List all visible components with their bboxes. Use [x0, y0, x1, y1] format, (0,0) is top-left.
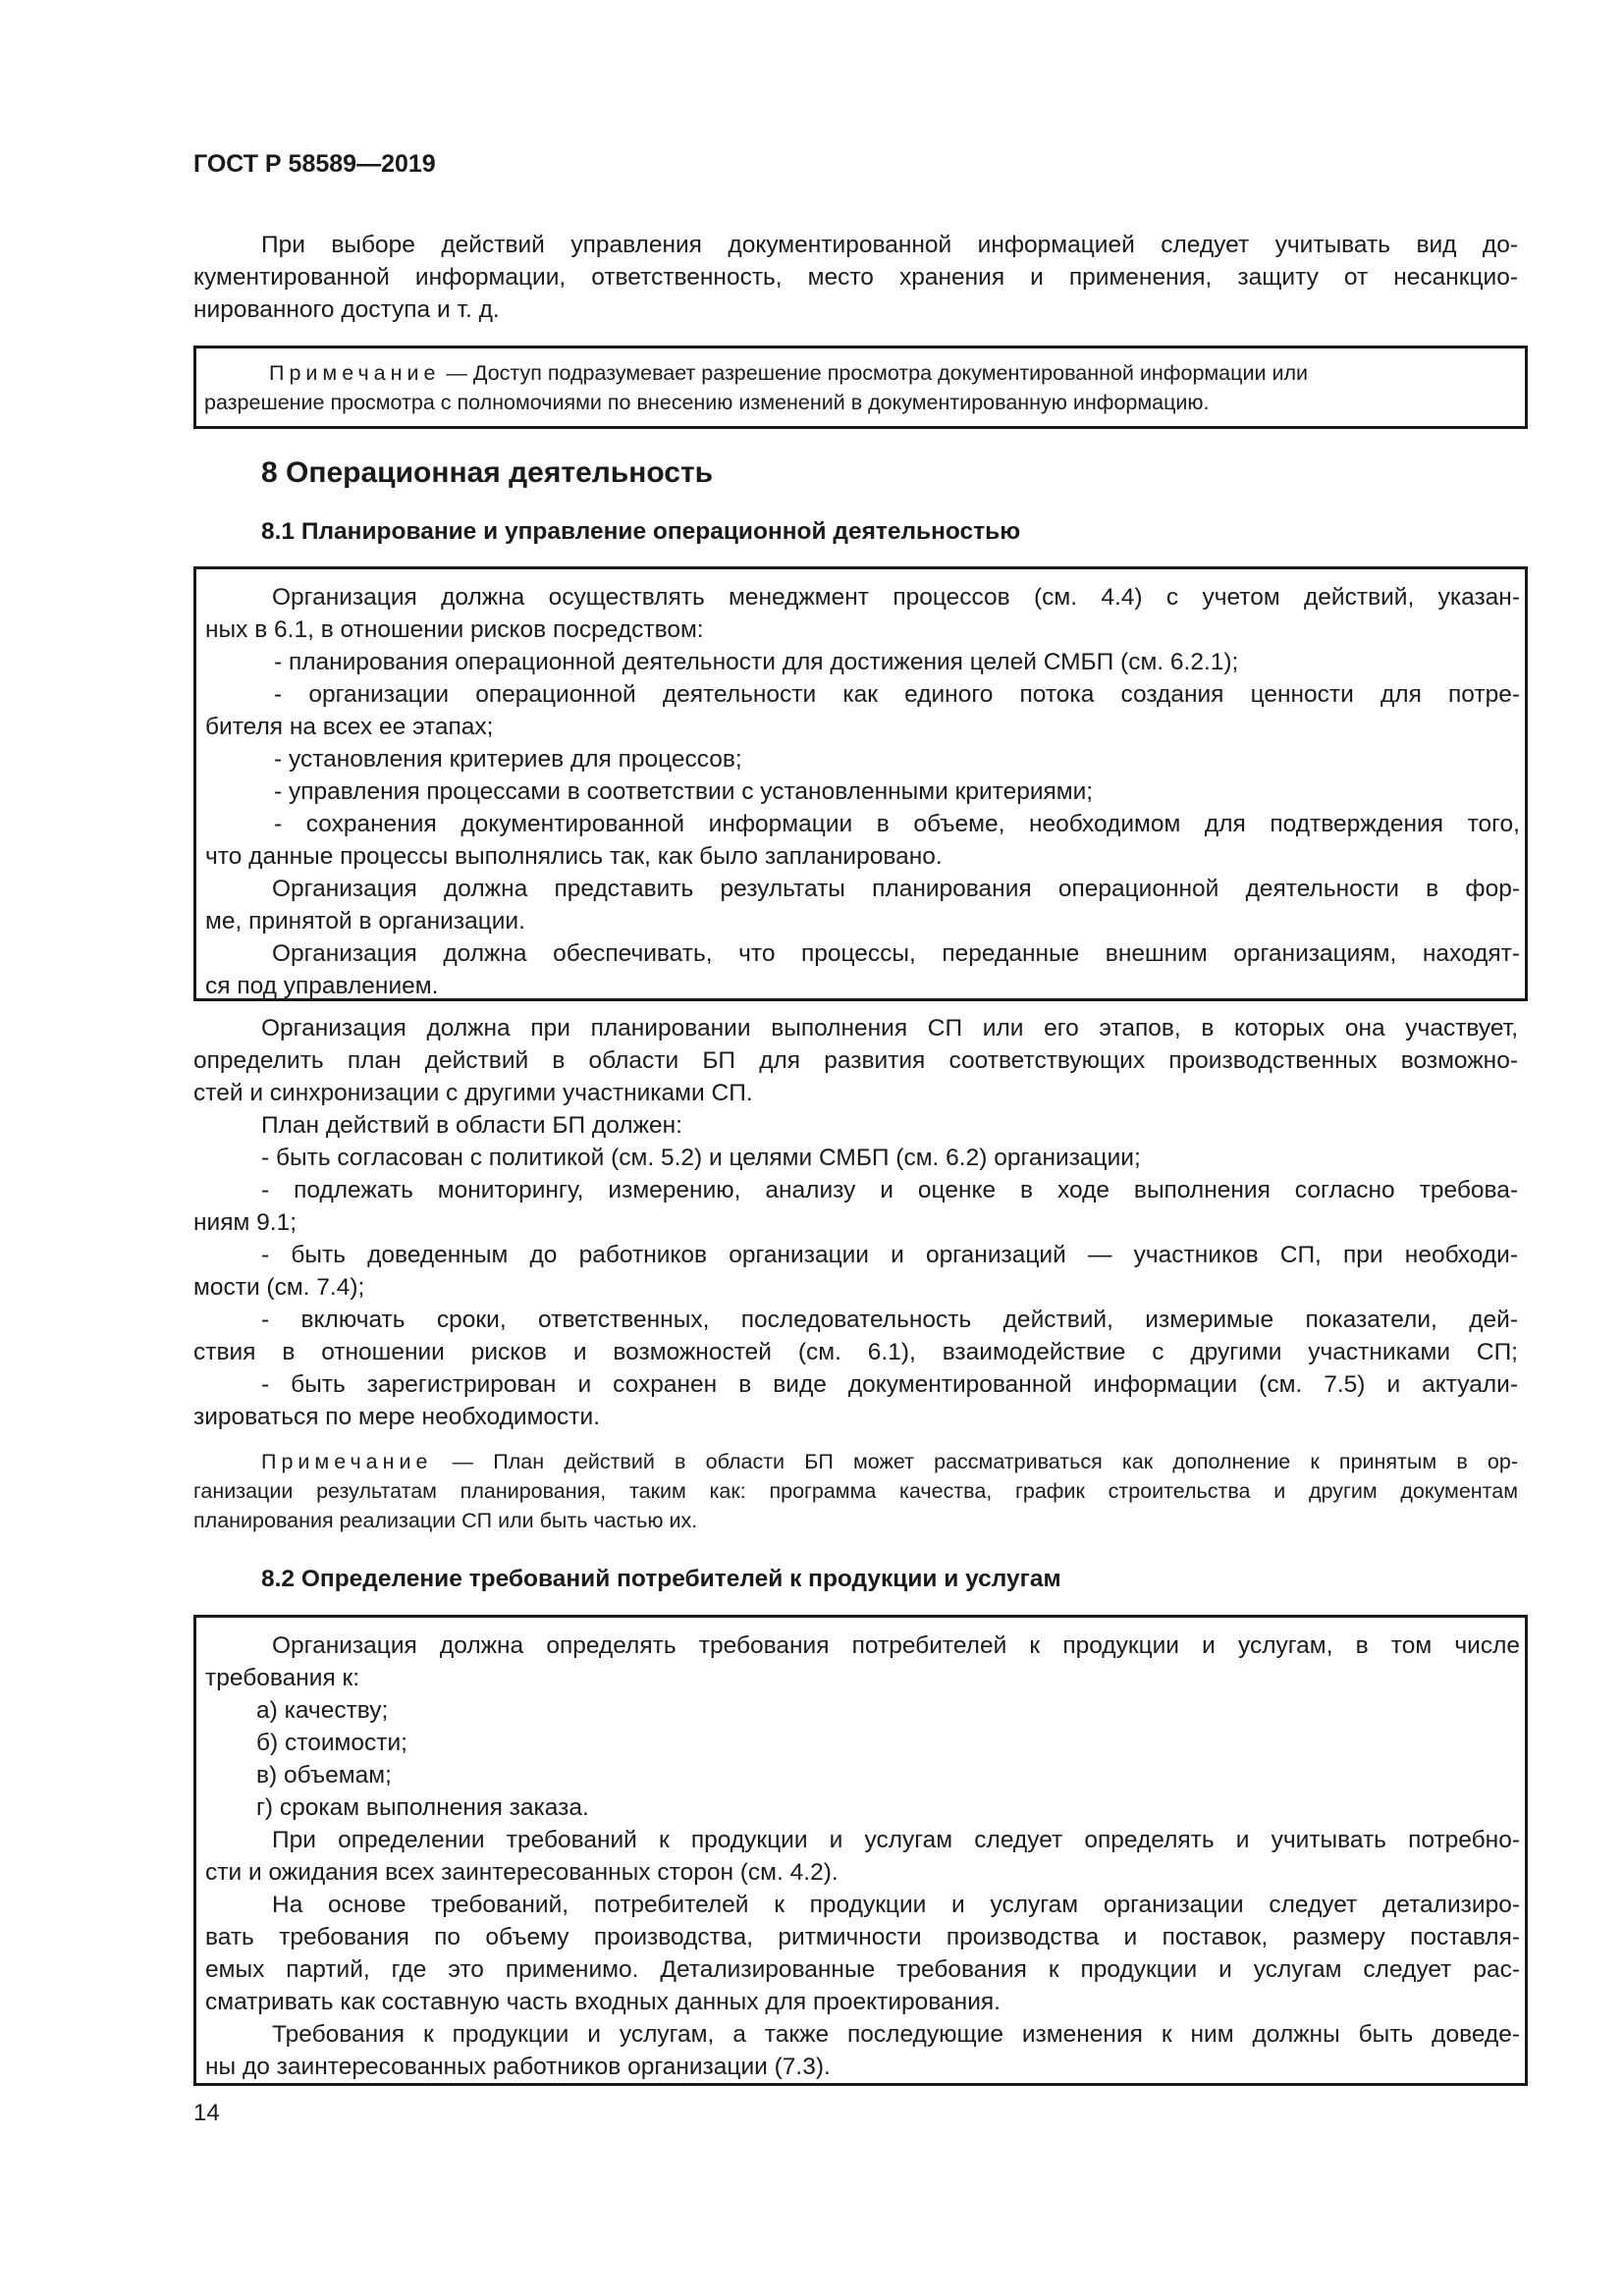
- requirement-content: [205, 581, 1520, 1003]
- text-line: ся под управлением.: [205, 973, 439, 999]
- text-line: ме, принятой в организации.: [205, 908, 525, 934]
- text-line: что данные процессы выполнялись так, как было запланировано.: [205, 843, 943, 870]
- text-line: Организация должна при планировании выполнения СП или его этапов, в которых она участвует,: [261, 1015, 1518, 1041]
- note-line: разрешение просмотра с полномочиями по внесению изменений в документированную информацию.: [204, 391, 1210, 414]
- requirement-box: [193, 1615, 1528, 2086]
- text-line: План действий в области БП должен:: [261, 1112, 682, 1139]
- requirement-box: [193, 566, 1528, 1001]
- text-line: Организация должна обеспечивать, что процессы, переданные внешним организациям, находят-: [272, 940, 1520, 967]
- list-item: в) объемам;: [256, 1762, 392, 1789]
- text-line: Требования к продукции и услугам, а также последующие изменения к ним должны быть доведе-: [272, 2021, 1520, 2048]
- list-item: - установления критериев для процессов;: [274, 746, 742, 773]
- text-line: ных в 6.1, в отношении рисков посредством:: [205, 616, 704, 643]
- list-item: - быть зарегистрирован и сохранен в виде документированной информации (см. 7.5) и актуали-: [261, 1371, 1518, 1398]
- note-line: [261, 1447, 1518, 1476]
- note-line: планирования реализации СП или быть частью их.: [193, 1509, 698, 1532]
- text-line: ны до заинтересованных работников организации (7.3).: [205, 2054, 831, 2080]
- note-line: ганизации результатам планирования, таким как: программа качества, график строительства и другим документам: [193, 1479, 1518, 1503]
- note-label: Примечание: [261, 1450, 433, 1473]
- note-content: [204, 358, 1517, 419]
- subsection-title: 8.2 Определение требований потребителей к продукции и услугам: [261, 1566, 1061, 1592]
- list-item: а) качеству;: [256, 1697, 389, 1724]
- plan-note: [193, 1447, 1518, 1537]
- list-item: - организации операционной деятельности как единого потока создания ценности для потре-: [274, 681, 1520, 708]
- subsection-title: 8.1 Планирование и управление операционной деятельностью: [261, 518, 1021, 545]
- text-line: вать требования по объему производства, ритмичности производства и поставок, размеру поставля-: [205, 1924, 1520, 1950]
- list-item: г) срокам выполнения заказа.: [256, 1794, 589, 1821]
- document-header: ГОСТ Р 58589—2019: [193, 150, 436, 178]
- note-text: — Доступ подразумевает разрешение просмотра документированной информации или: [440, 361, 1309, 385]
- requirement-content: [205, 1629, 1520, 2086]
- text-line: требования к:: [205, 1665, 360, 1691]
- text-line: кументированной информации, ответственность, место хранения и применения, защиту от несанкцио-: [193, 264, 1518, 291]
- page-number: 14: [193, 2100, 220, 2126]
- list-item: - сохранения документированной информации в объеме, необходимом для подтверждения того,: [274, 811, 1520, 837]
- text-line: бителя на всех ее этапах;: [205, 714, 494, 740]
- list-item: - быть доведенным до работников организации и организаций — участников СП, при необходи-: [261, 1242, 1518, 1268]
- list-item: - включать сроки, ответственных, последовательность действий, измеримые показатели, дей-: [261, 1307, 1518, 1333]
- note-box: [193, 346, 1528, 429]
- text-line: Организация должна представить результаты планирования операционной деятельности в фор-: [272, 876, 1520, 902]
- text-line: сти и ожидания всех заинтересованных сторон (см. 4.2).: [205, 1859, 839, 1886]
- section-title: 8 Операционная деятельность: [261, 456, 714, 489]
- intro-paragraph: [193, 229, 1518, 327]
- text-line: стей и синхронизации с другими участниками СП.: [193, 1080, 753, 1106]
- text-line: сматривать как составную часть входных данных для проектирования.: [205, 1989, 1001, 2015]
- note-label: Примечание: [269, 361, 441, 385]
- list-item: - управления процессами в соответствии с установленными критериями;: [274, 778, 1094, 805]
- text-line: На основе требований, потребителей к продукции и услугам организации следует детализиро-: [272, 1892, 1520, 1918]
- text-line: При выборе действий управления документированной информацией следует учитывать вид до-: [261, 232, 1518, 258]
- text-line: нированного доступа и т. д.: [193, 296, 500, 323]
- note-line: [269, 358, 1308, 388]
- text-line: мости (см. 7.4);: [193, 1274, 365, 1301]
- list-item: б) стоимости;: [256, 1730, 407, 1756]
- text-line: Организация должна осуществлять менеджмент процессов (см. 4.4) с учетом действий, указан-: [272, 584, 1520, 611]
- text-line: ствия в отношении рисков и возможностей (см. 6.1), взаимодействие с другими участниками СП;: [193, 1339, 1518, 1365]
- plan-paragraph: [193, 1012, 1518, 1434]
- note-text: — План действий в области БП может рассматриваться как дополнение к принятым в ор-: [432, 1450, 1518, 1473]
- text-line: зироваться по мере необходимости.: [193, 1404, 601, 1430]
- text-line: определить план действий в области БП для развития соответствующих производственных возможно-: [193, 1047, 1518, 1074]
- text-line: При определении требований к продукции и услугам следует определять и учитывать потребно-: [272, 1827, 1520, 1853]
- list-item: - подлежать мониторингу, измерению, анализу и оценке в ходе выполнения согласно требова-: [261, 1177, 1518, 1203]
- text-line: Организация должна определять требования потребителей к продукции и услугам, в том числе: [272, 1632, 1520, 1659]
- text-line: емых партий, где это применимо. Детализированные требования к продукции и услугам следует рас-: [205, 1956, 1520, 1983]
- list-item: - быть согласован с политикой (см. 5.2) и целями СМБП (см. 6.2) организации;: [261, 1145, 1141, 1171]
- text-line: ниям 9.1;: [193, 1209, 297, 1236]
- list-item: - планирования операционной деятельности для достижения целей СМБП (см. 6.2.1);: [274, 649, 1239, 675]
